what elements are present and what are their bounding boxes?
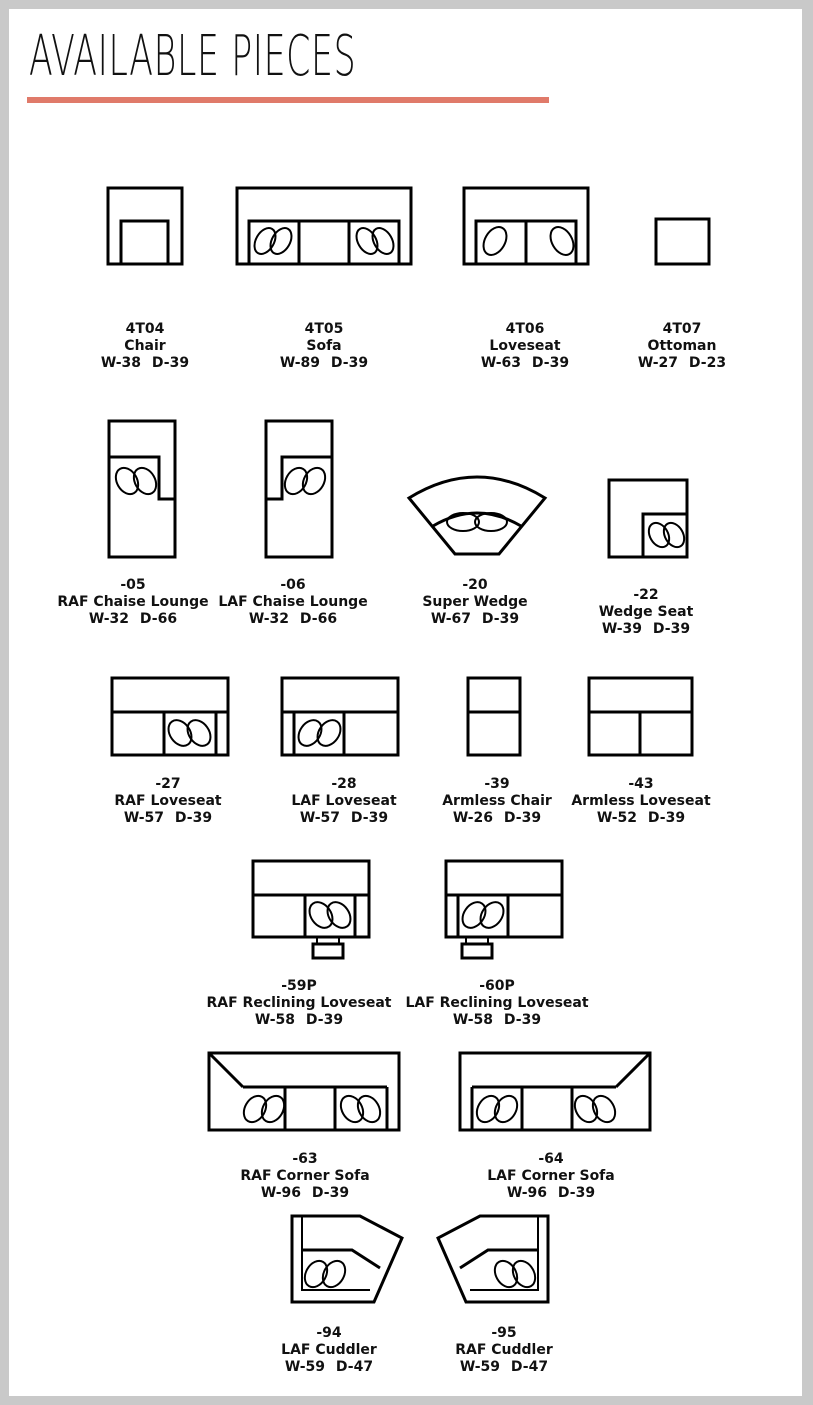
piece-code: -94 [316,1325,342,1341]
piece-label-60p [397,978,597,1029]
piece-dims: W-39 D-39 [601,621,691,637]
loveseat-icon [462,186,590,266]
page-title: AVAILABLE PIECES [29,24,357,89]
piece-name: Armless Loveseat [571,793,711,809]
piece-label-64 [451,1151,651,1202]
piece-name: LAF Corner Sofa [487,1168,615,1184]
piece-dims: W-26 D-39 [452,810,542,826]
piece-name: LAF Reclining Loveseat [405,995,589,1011]
piece-name: RAF Loveseat [114,793,222,809]
laf-loveseat-icon [280,676,400,757]
laf-cuddler-icon [290,1214,404,1304]
piece-label-20 [375,577,575,628]
piece-name: Armless Chair [442,793,552,809]
piece-dims: W-96 D-39 [506,1185,596,1201]
piece-code: 4T06 [505,321,545,337]
piece-code: 4T04 [125,321,165,337]
piece-code: -20 [462,577,488,593]
piece-name: LAF Loveseat [291,793,397,809]
piece-code: -59P [281,978,317,994]
piece-label-4t04 [45,321,245,372]
piece-label-4t05 [224,321,424,372]
laf-corner-sofa-icon [458,1051,652,1132]
piece-name: LAF Chaise Lounge [218,594,368,610]
title-underline [27,97,549,103]
piece-dims: W-57 D-39 [299,810,389,826]
raf-loveseat-icon [110,676,230,757]
ottoman-icon [654,217,711,266]
raf-corner-sofa-icon [207,1051,401,1132]
laf-chaise-icon [264,419,334,559]
piece-dims: W-32 D-66 [88,611,178,627]
raf-reclining-loveseat-icon [251,859,371,960]
piece-dims: W-59 D-47 [284,1359,374,1375]
piece-label-63 [205,1151,405,1202]
piece-dims: W-57 D-39 [123,810,213,826]
wedge-seat-icon [607,478,689,559]
piece-label-27 [68,776,268,827]
piece-name: Chair [124,338,166,354]
armless-chair-icon [466,676,522,757]
catalog-card [9,9,802,1396]
sofa-icon [235,186,413,266]
piece-code: -05 [120,577,146,593]
piece-name: Super Wedge [422,594,528,610]
piece-code: -95 [491,1325,517,1341]
piece-dims: W-96 D-39 [260,1185,350,1201]
piece-dims: W-59 D-47 [459,1359,549,1375]
piece-code: 4T05 [304,321,344,337]
piece-name: RAF Corner Sofa [240,1168,370,1184]
piece-name: Sofa [306,338,342,354]
piece-code: -60P [479,978,515,994]
piece-code: -22 [633,587,659,603]
piece-name: LAF Cuddler [281,1342,377,1358]
piece-label-94 [229,1325,429,1376]
piece-code: -39 [484,776,510,792]
piece-code: -43 [628,776,654,792]
piece-dims: W-52 D-39 [596,810,686,826]
piece-label-22 [546,587,746,638]
piece-code: -28 [331,776,357,792]
piece-name: Wedge Seat [598,604,694,620]
piece-dims: W-63 D-39 [480,355,570,371]
super-wedge-icon [407,470,547,556]
armless-loveseat-icon [587,676,694,757]
piece-code: -06 [280,577,306,593]
laf-reclining-loveseat-icon [444,859,564,960]
piece-name: Ottoman [647,338,717,354]
piece-dims: W-58 D-39 [452,1012,542,1028]
piece-name: RAF Chaise Lounge [57,594,209,610]
piece-dims: W-67 D-39 [430,611,520,627]
piece-name: Loveseat [489,338,561,354]
piece-label-06 [193,577,393,628]
chair-icon [106,186,184,266]
piece-label-95 [404,1325,604,1376]
raf-chaise-icon [107,419,177,559]
piece-name: RAF Cuddler [455,1342,553,1358]
piece-name: RAF Reclining Loveseat [206,995,392,1011]
piece-dims: W-58 D-39 [254,1012,344,1028]
piece-dims: W-89 D-39 [279,355,369,371]
piece-code: -64 [538,1151,564,1167]
piece-label-4t07 [582,321,782,372]
piece-label-43 [541,776,741,827]
piece-code: -27 [155,776,181,792]
piece-dims: W-32 D-66 [248,611,338,627]
piece-dims: W-38 D-39 [100,355,190,371]
piece-code: 4T07 [662,321,702,337]
piece-label-59p [199,978,399,1029]
piece-code: -63 [292,1151,318,1167]
raf-cuddler-icon [436,1214,550,1304]
piece-dims: W-27 D-23 [637,355,727,371]
